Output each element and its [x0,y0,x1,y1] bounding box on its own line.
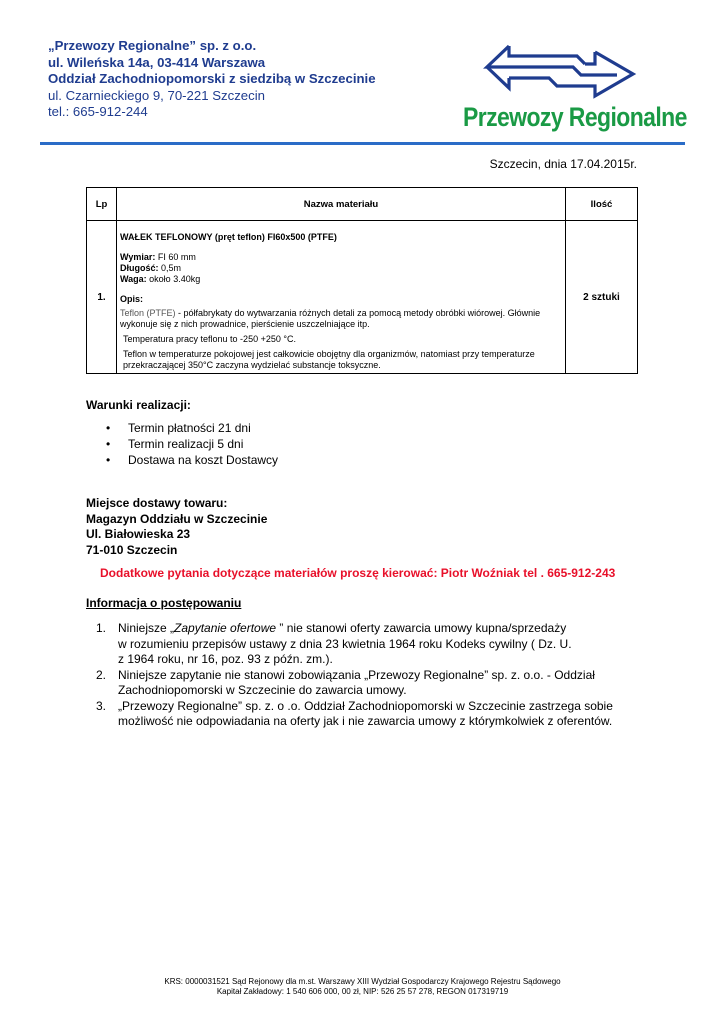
table-header-row [87,188,638,221]
company-name: „Przewozy Regionalne” sp. z o.o. [48,38,257,53]
row-lp: 1. [87,221,117,374]
logo-wordmark: Przewozy Regionalne [463,102,687,132]
branch-address: ul. Czarnieckiego 9, 70-221 Szczecin [48,87,265,103]
material-title: WAŁEK TEFLONOWY (pręt teflon) FI60x500 (PTFE) [120,232,337,242]
contact-note: Dodatkowe pytania dotyczące materiałów proszę kierować: Piotr Woźniak tel . 665-912-243 [100,566,616,580]
branch-name: Oddział Zachodniopomorski z siedzibą w Szczecinie [48,71,376,86]
spec-weight: Waga: około 3.40kg [120,274,201,284]
material-description [117,221,566,374]
header-material-name: Nazwa materiału [117,188,566,221]
procedure-info-list [86,621,646,730]
list-item: 1. Niniejsze „Zapytanie ofertowe ” nie stanowi oferty zawarcia umowy kupna/sprzedaży w rozumieniu przepisów ustawy z dnia 23 kwietnia 1964 roku Kodeks cywilny ( Dz. U. z 1964 roku, nr 16, poz. 93 z późn. zm.). [96,621,572,666]
delivery-address: Miejsce dostawy towaru: Magazyn Oddziału w Szczecinie Ul. Białowieska 23 71-010 Szczecin [86,496,268,557]
materials-table [86,187,638,374]
company-header [48,38,448,121]
list-item: 2. Niniejsze zapytanie nie stanowi zobowiązania „Przewozy Regionalne” sp. z. o.o. - Oddział Zachodniopomorski w Szczecinie do zawarcia umowy. [96,667,595,697]
branch-phone: tel.: 665-912-244 [48,104,148,119]
row-quantity: 2 sztuki [566,221,638,374]
header-divider [40,142,685,145]
spec-temperature: Temperatura pracy teflonu to -250 +250 °C. [123,334,296,344]
spec-dimension: Wymiar: FI 60 mm [120,252,196,262]
spec-description-label: Opis: [120,294,144,304]
header-quantity: Ilość [566,188,638,221]
double-arrow-icon [457,36,665,102]
spec-safety: Teflon w temperaturze pokojowej jest całkowicie obojętny dla organizmów, natomiast przy temperaturze przekraczającej 350°C zaczyna wydzielać substancje toksyczne. [123,349,535,370]
document-date: Szczecin, dnia 17.04.2015r. [489,157,637,171]
conditions-heading: Warunki realizacji: [86,398,191,412]
spec-length: Długość: 0,5m [120,263,182,273]
procedure-info-heading: Informacja o postępowaniu [86,596,242,610]
header-lp: Lp [87,188,117,221]
table-row [87,221,638,374]
conditions-list [86,420,278,468]
list-item: • Termin płatności 21 dni [86,420,278,436]
page-footer: KRS: 0000031521 Sąd Rejonowy dla m.st. Warszawy XIII Wydział Gospodarczy Krajowego Rejestru Sądowego Kapitał Zakładowy: 1 540 606 000, 00 zł, NIP: 526 25 57 278, REGON 017319719 [164,977,561,996]
list-item: • Dostawa na koszt Dostawcy [86,452,278,468]
list-item: 3. „Przewozy Regionalne” sp. z. o .o. Oddział Zachodniopomorski w Szczecinie zastrzega sobie możliwość nie odpowiadania na oferty jak i nie zawarcia umowy z którymkolwiek z oferentów. [96,698,613,728]
list-item: • Termin realizacji 5 dni [86,436,278,452]
company-logo [457,36,687,136]
spec-description: Teflon (PTFE) - półfabrykaty do wytwarzania różnych detali za pomocą metody obróbki wiórowej. Głównie wykonuje się z nich prowadnice, pierścienie uszczelniające itp. [120,308,541,329]
company-address: ul. Wileńska 14a, 03-414 Warszawa [48,54,266,70]
